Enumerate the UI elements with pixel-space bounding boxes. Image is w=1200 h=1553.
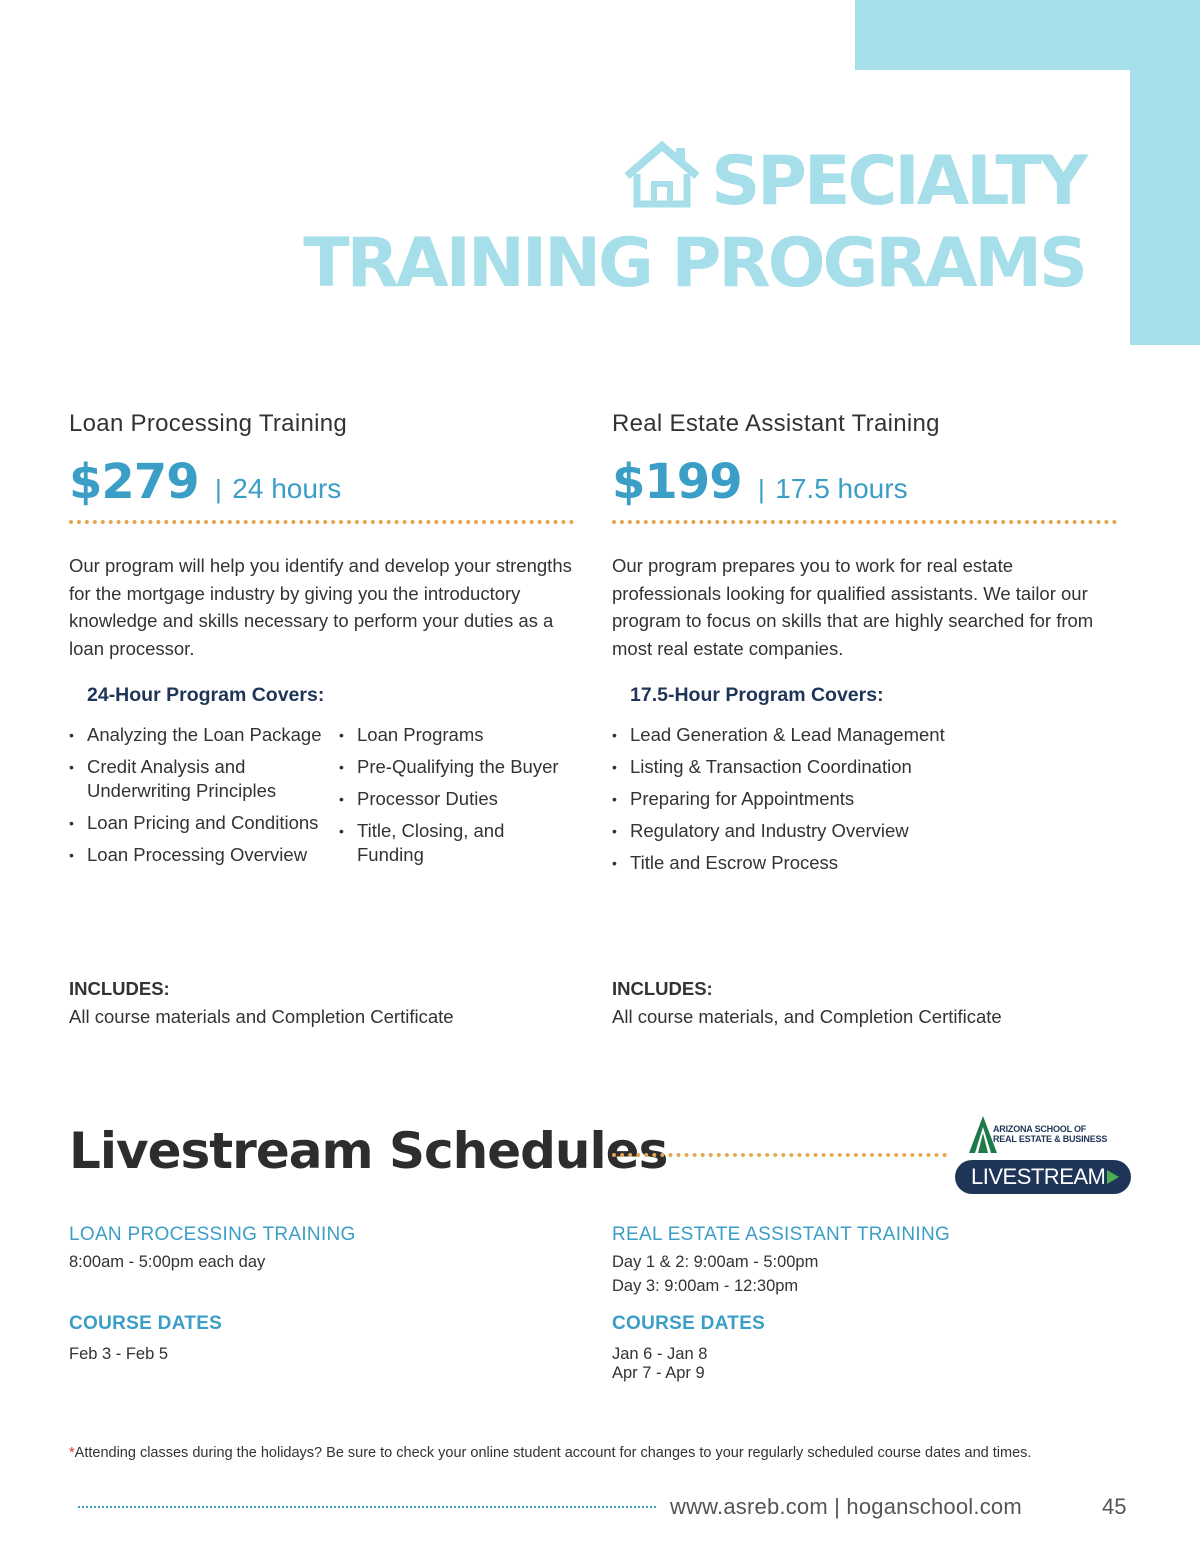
- page-title-line2: TRAINING PROGRAMS: [303, 224, 1085, 303]
- course-date: Apr 7 - Apr 9: [612, 1364, 705, 1382]
- schedule-time: 8:00am - 5:00pm each day: [69, 1253, 266, 1271]
- schedule-loan-processing: [69, 1224, 356, 1274]
- list-item: • Loan Processing Overview: [69, 843, 339, 867]
- footnote-asterisk: *: [69, 1445, 75, 1461]
- list-item: • Lead Generation & Lead Management: [612, 723, 945, 747]
- course-date: Feb 3 - Feb 5: [69, 1345, 169, 1363]
- decorative-top-band: [855, 0, 1200, 70]
- program-description: Our program will help you identify and develop your strengths for the mortgage industry by giving you the introductory knowledge and skills necessary to perform your duties as a loan processor.: [69, 555, 572, 659]
- program-title: Loan Processing Training: [69, 410, 348, 437]
- program-hours: 24 hours: [232, 473, 342, 504]
- covers-heading: 17.5-Hour Program Covers:: [630, 684, 884, 706]
- list-item: • Title, Closing, and Funding: [339, 819, 574, 867]
- house-icon: [621, 140, 703, 226]
- topics-column-1: [612, 723, 945, 883]
- price-row: [69, 454, 574, 514]
- holiday-footnote: [69, 1445, 1031, 1461]
- topics-column-1: [69, 723, 339, 875]
- price-separator: |: [758, 474, 765, 504]
- schedule-time: Day 1 & 2: 9:00am - 5:00pm: [612, 1253, 819, 1271]
- program-description: Our program prepares you to work for real estate professionals looking for qualified assistants. We tailor our program to focus on skills that are highly searched for from most real estate companies.: [612, 555, 1094, 659]
- footer-dotted-divider: [78, 1506, 656, 1508]
- page-number: 45: [1102, 1494, 1127, 1519]
- course-date: Jan 6 - Jan 8: [612, 1345, 708, 1363]
- topics-list: [69, 723, 574, 875]
- price-separator: |: [215, 474, 222, 504]
- page-title-line1: SPECIALTY: [303, 140, 1085, 226]
- course-dates-heading: COURSE DATES: [69, 1313, 223, 1334]
- list-item: • Analyzing the Loan Package: [69, 723, 339, 747]
- list-item: • Preparing for Appointments: [612, 787, 945, 811]
- livestream-heading: Livestream Schedules: [69, 1122, 668, 1180]
- program-loan-processing: [69, 410, 574, 875]
- program-price: $279: [69, 454, 199, 510]
- schedule-title: REAL ESTATE ASSISTANT TRAINING: [612, 1224, 951, 1245]
- program-hours: 17.5 hours: [775, 473, 908, 504]
- topics-column-2: [339, 723, 574, 875]
- list-item: • Loan Pricing and Conditions: [69, 811, 339, 835]
- livestream-badge: LIVESTREAM: [955, 1160, 1131, 1194]
- list-item: • Regulatory and Industry Overview: [612, 819, 945, 843]
- course-dates-real-estate-assistant: [612, 1313, 765, 1383]
- topics-list: [612, 723, 1127, 883]
- asreb-livestream-logo: [955, 1115, 1133, 1197]
- schedule-title: LOAN PROCESSING TRAINING: [69, 1224, 356, 1245]
- program-real-estate-assistant: [612, 410, 1127, 883]
- list-item: • Pre-Qualifying the Buyer: [339, 755, 574, 779]
- schedule-time: Day 3: 9:00am - 12:30pm: [612, 1277, 799, 1295]
- course-dates-heading: COURSE DATES: [612, 1313, 766, 1334]
- page-title: [303, 140, 1085, 302]
- play-icon: [1107, 1170, 1119, 1184]
- program-price: $199: [612, 454, 742, 510]
- list-item: • Credit Analysis and Underwriting Principles: [69, 755, 339, 803]
- dotted-divider: [612, 520, 1117, 524]
- includes-text: All course materials and Completion Certificate: [69, 1006, 454, 1027]
- list-item: • Listing & Transaction Coordination: [612, 755, 945, 779]
- includes-heading: INCLUDES:: [612, 978, 713, 999]
- includes-heading: INCLUDES:: [69, 978, 170, 999]
- dotted-divider: [612, 1153, 947, 1157]
- course-dates-loan-processing: [69, 1313, 222, 1364]
- list-item: • Loan Programs: [339, 723, 574, 747]
- dotted-divider: [69, 520, 574, 524]
- includes-real-estate-assistant: [612, 978, 1002, 1028]
- includes-text: All course materials, and Completion Certificate: [612, 1006, 1002, 1027]
- logo-school-name: ARIZONA SCHOOL OF REAL ESTATE & BUSINESS: [993, 1124, 1108, 1144]
- list-item: • Processor Duties: [339, 787, 574, 811]
- program-title: Real Estate Assistant Training: [612, 410, 940, 437]
- list-item: • Title and Escrow Process: [612, 851, 945, 875]
- footnote-text: Attending classes during the holidays? Be sure to check your online student account for changes to your regularly scheduled course dates and times.: [74, 1445, 1032, 1461]
- price-row: [612, 454, 1127, 514]
- footer-urls[interactable]: www.asreb.com | hoganschool.com: [670, 1494, 1022, 1519]
- decorative-side-band: [1130, 70, 1200, 345]
- covers-heading: 24-Hour Program Covers:: [87, 684, 325, 706]
- schedule-real-estate-assistant: [612, 1224, 950, 1298]
- includes-loan-processing: [69, 978, 454, 1028]
